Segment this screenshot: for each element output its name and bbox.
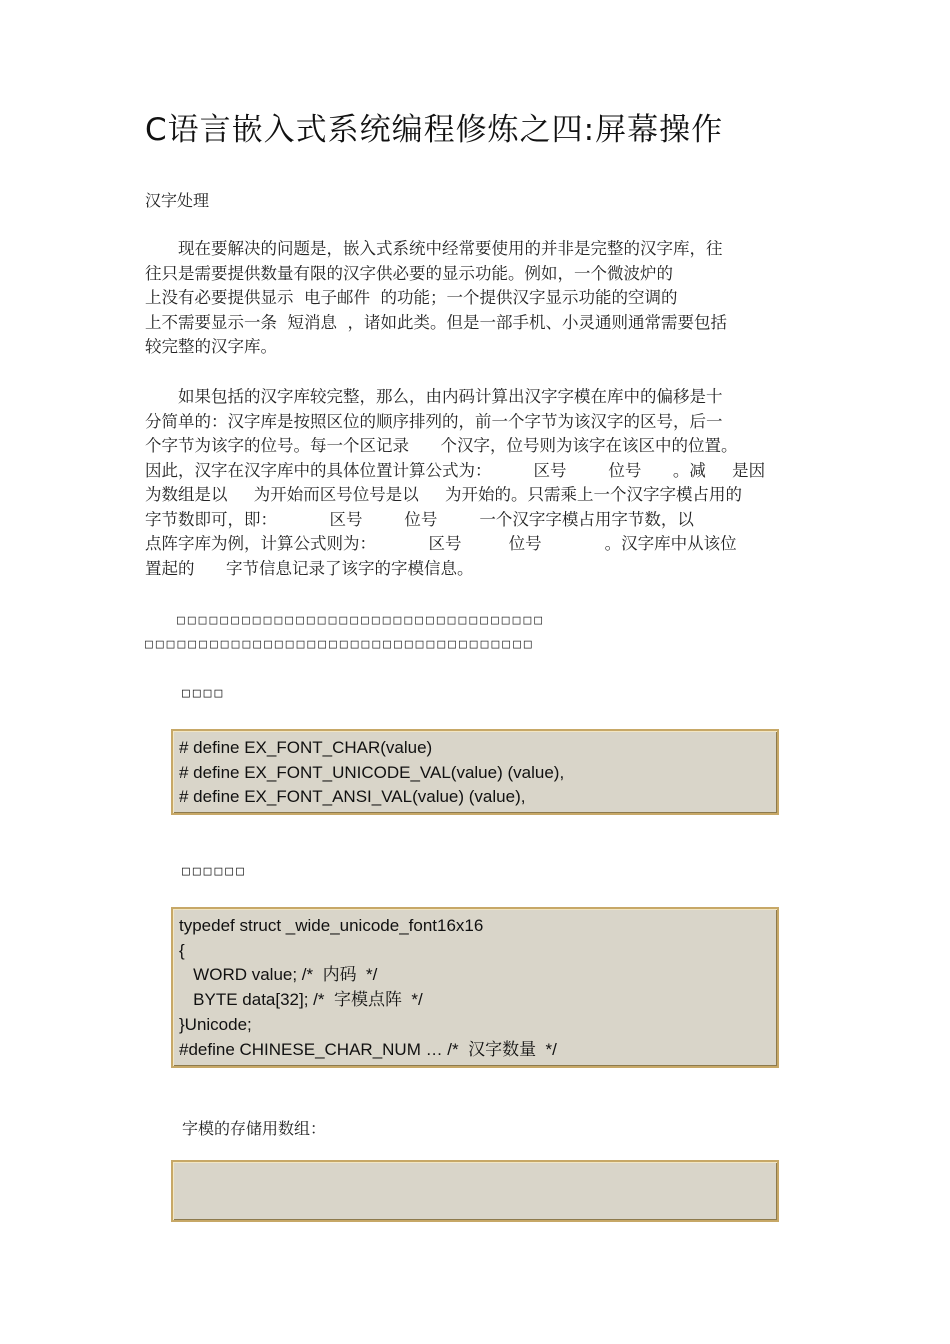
code-block-macros bbox=[171, 729, 779, 815]
paragraph-line: 因此，汉字在汉字库中的具体位置计算公式为： 区号 位号 。减 是因 bbox=[145, 460, 766, 480]
code-label-2: □□□□□□ bbox=[182, 864, 247, 879]
garbled-paragraph bbox=[145, 609, 545, 657]
section-heading: 汉字处理 bbox=[145, 191, 210, 210]
paragraph-intro bbox=[145, 237, 809, 360]
code-line: # define EX_FONT_UNICODE_VAL(value) (value), bbox=[179, 762, 565, 782]
code-line: #define CHINESE_CHAR_NUM … /* 汉字数量 */ bbox=[179, 1039, 557, 1059]
code-label-3: 字模的存储用数组： bbox=[182, 1119, 327, 1138]
page-title: C语言嵌入式系统编程修炼之四:屏幕操作 bbox=[145, 112, 724, 148]
code-line: { bbox=[179, 940, 185, 960]
code-line: typedef struct _wide_unicode_font16x16 bbox=[179, 916, 484, 935]
paragraph-line: 为数组是以 为开始而区号位号是以 为开始的。只需乘上一个汉字字模占用的 bbox=[145, 485, 742, 504]
code-label-1: □□□□ bbox=[182, 686, 226, 701]
garbled-line: □□□□□□□□□□□□□□□□□□□□□□□□□□□□□□□□□□□□ bbox=[145, 637, 535, 652]
paragraph-line: 置起的 字节信息记录了该字的字模信息。 bbox=[145, 558, 474, 578]
code-block-array bbox=[171, 1160, 779, 1222]
code-line: BYTE data[32]; /* 字模点阵 */ bbox=[179, 990, 423, 1010]
paragraph-line: 个字节为该字的位号。每一个区记录 个汉字，位号则为该字在该区中的位置。 bbox=[145, 436, 738, 455]
paragraph-line: 往只是需要提供数量有限的汉字供必要的显示功能。例如，一个微波炉的 bbox=[145, 263, 673, 283]
code-line: WORD value; /* 内码 */ bbox=[179, 965, 378, 985]
paragraph-line: 字节数即可，即： 区号 位号 一个汉字字模占用字节数，以 bbox=[145, 509, 694, 529]
garbled-line: □□□□□□□□□□□□□□□□□□□□□□□□□□□□□□□□□□ bbox=[145, 613, 546, 628]
paragraph-line: 上没有必要提供显示 电子邮件 的功能；一个提供汉字显示功能的空调的 bbox=[145, 288, 678, 307]
code-line: # define EX_FONT_CHAR(value) bbox=[179, 738, 433, 757]
code-line: # define EX_FONT_ANSI_VAL(value) (value), bbox=[179, 787, 526, 807]
code-block-struct bbox=[171, 907, 779, 1068]
paragraph-line: 现在要解决的问题是，嵌入式系统中经常要使用的并非是完整的汉字库，往 bbox=[145, 239, 723, 258]
paragraph-offset bbox=[145, 385, 809, 581]
paragraph-line: 分简单的：汉字库是按照区位的顺序排列的，前一个字节为该汉字的区号，后一 bbox=[145, 411, 723, 431]
paragraph-line: 上不需要显示一条 短消息 ，诸如此类。但是一部手机、小灵通则通常需要包括 bbox=[145, 312, 727, 332]
paragraph-line: 点阵字库为例，计算公式则为： 区号 位号 。汉字库中从该位 bbox=[145, 534, 737, 553]
code-line: }Unicode; bbox=[179, 1014, 252, 1034]
paragraph-line: 较完整的汉字库。 bbox=[145, 337, 277, 356]
paragraph-line: 如果包括的汉字库较完整，那么，由内码计算出汉字字模在库中的偏移是十 bbox=[145, 387, 723, 406]
